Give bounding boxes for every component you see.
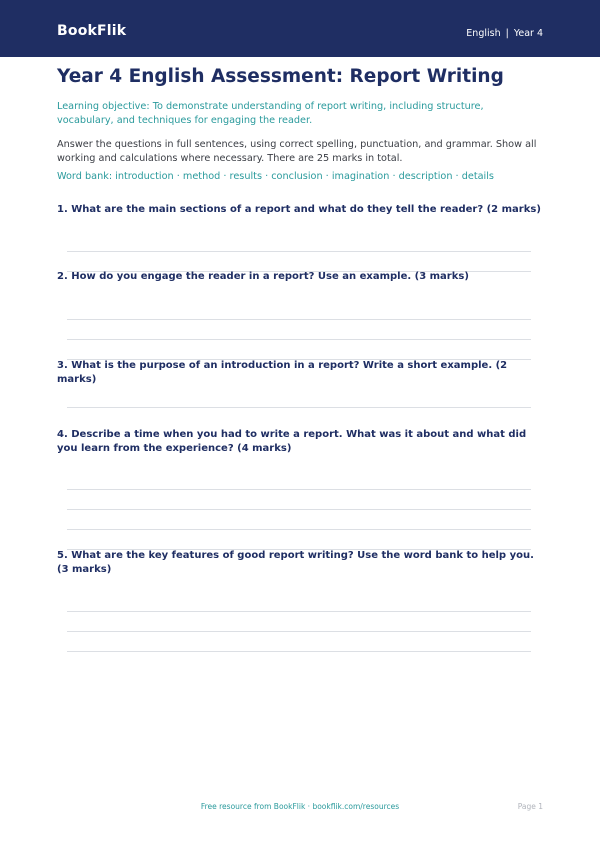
answer-line-4-2[interactable] bbox=[67, 509, 531, 510]
question-4: 4. Describe a time when you had to write a report. What was it about and what did you learn from the experience? (4 marks) bbox=[57, 429, 527, 454]
answer-line-5-3[interactable] bbox=[67, 651, 531, 652]
question-3: 3. What is the purpose of an introduction in a report? Write a short example. (2 marks) bbox=[57, 360, 508, 385]
answer-line-2-1[interactable] bbox=[67, 319, 531, 320]
word-bank: Word bank: introduction · method · results · conclusion · imagination · description · details bbox=[57, 171, 494, 182]
answer-line-5-1[interactable] bbox=[67, 611, 531, 612]
footer-text: Free resource from BookFlik · bookflik.com/resources bbox=[200, 802, 400, 811]
answer-line-1-1[interactable] bbox=[67, 251, 531, 252]
meta-separator: | bbox=[505, 28, 509, 39]
page-title: Year 4 English Assessment: Report Writing bbox=[57, 66, 504, 87]
answer-line-3-1[interactable] bbox=[67, 407, 531, 408]
header-bar bbox=[0, 0, 600, 57]
learning-objective: Learning objective: To demonstrate understanding of report writing, including structure, vocabulary, and techniques for engaging the reader. bbox=[57, 101, 484, 126]
question-2: 2. How do you engage the reader in a report? Use an example. (3 marks) bbox=[57, 271, 469, 282]
question-5: 5. What are the key features of good report writing? Use the word bank to help you. (3 marks) bbox=[57, 550, 534, 575]
subject-year-label bbox=[466, 28, 543, 39]
answer-line-4-3[interactable] bbox=[67, 529, 531, 530]
year-label: Year 4 bbox=[513, 28, 543, 39]
answer-line-2-2[interactable] bbox=[67, 339, 531, 340]
question-1: 1. What are the main sections of a report and what do they tell the reader? (2 marks) bbox=[57, 204, 541, 215]
subject-label: English bbox=[466, 28, 501, 39]
brand-logo: BookFlik bbox=[57, 23, 127, 39]
page-number: Page 1 bbox=[517, 802, 543, 811]
instructions: Answer the questions in full sentences, using correct spelling, punctuation, and grammar. Show all working and calculations where necessary. There are 25 marks in total. bbox=[57, 139, 537, 164]
answer-line-4-1[interactable] bbox=[67, 489, 531, 490]
answer-line-5-2[interactable] bbox=[67, 631, 531, 632]
